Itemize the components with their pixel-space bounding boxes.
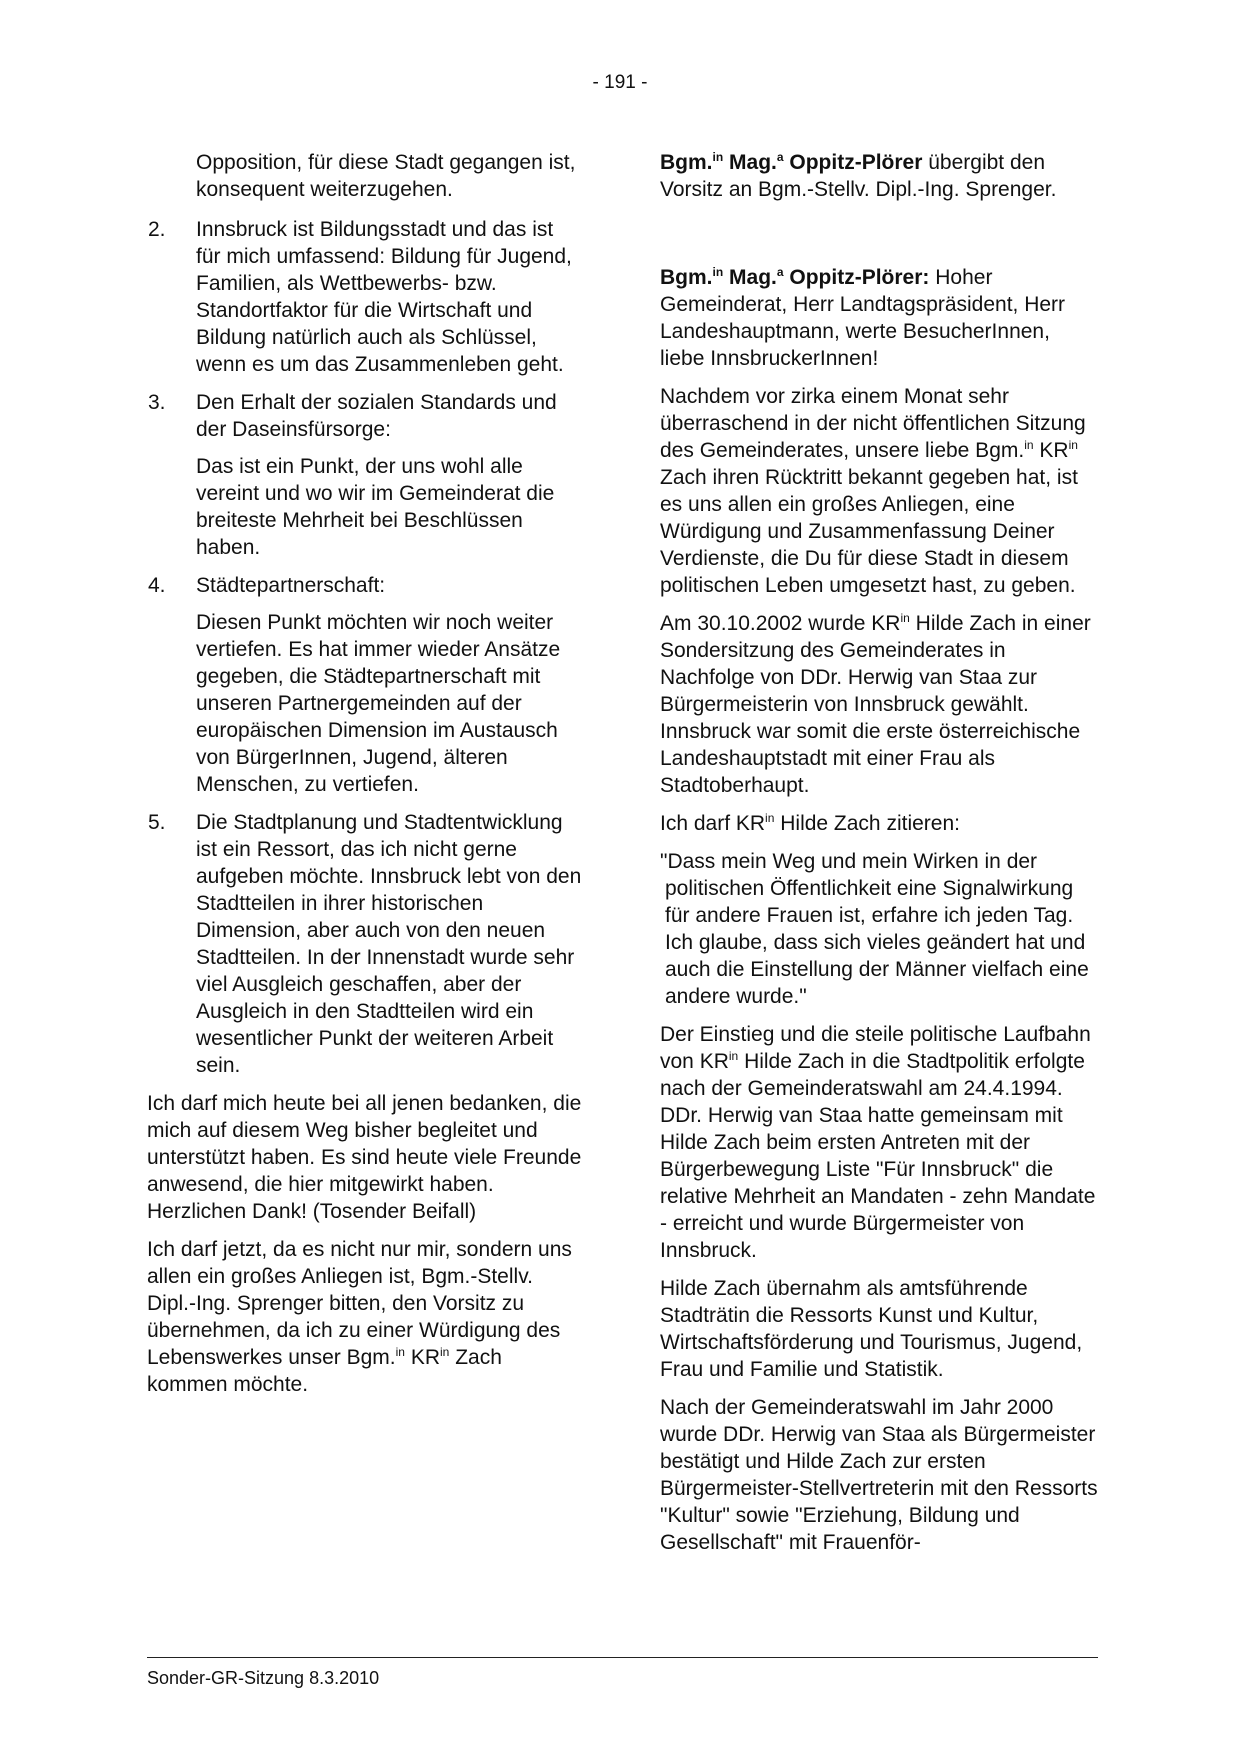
text-fragment: Zach ihren Rücktritt bekannt gegeben hat, ist es uns allen ein großes Anliegen, eine Würdigung und Zusammenfassung Deiner Verdienste, die Du für diese Stadt in diesem politischen Leben umgesetzt hast, zu geben. — [660, 466, 1078, 597]
footer-text: Sonder-GR-Sitzung 8.3.2010 — [147, 1668, 380, 1688]
ressorts-paragraph: Hilde Zach übernahm als amtsführende Stadträtin die Ressorts Kunst und Kultur, Wirtschaftsförderung und Tourismus, Jugend, Frau und Familie und Statistik. — [660, 1277, 1083, 1381]
superscript-in: in — [765, 811, 775, 825]
superscript-a: a — [776, 150, 784, 164]
text-fragment: KR — [1039, 439, 1069, 462]
superscript-in: in — [395, 1345, 405, 1359]
footer-divider — [147, 1657, 1098, 1658]
list-item — [147, 572, 582, 798]
list-number: 2. — [148, 218, 166, 241]
left-column — [147, 149, 582, 1409]
list-number: 3. — [148, 391, 166, 414]
text-fragment: Am 30.10.2002 wurde KR — [660, 612, 901, 635]
list-item — [147, 809, 582, 1079]
superscript-in: in — [728, 1049, 739, 1063]
superscript-in: in — [900, 611, 910, 625]
speaker-title: Mag. — [729, 151, 777, 174]
superscript-in: in — [712, 265, 724, 279]
text-fragment: übergibt den Vorsitz an Bgm.-Stellv. Dipl.-Ing. Sprenger. — [660, 151, 1057, 201]
text-fragment: Nachdem vor zirka einem Monat sehr überraschend in der nicht öffentlichen Sitzung des Gemeinderates, unsere liebe Bgm. — [660, 385, 1086, 462]
career-paragraph — [660, 1021, 1100, 1264]
page-number: - 191 - — [592, 72, 648, 93]
list-text: Den Erhalt der sozialen Standards und der Daseinsfürsorge: — [196, 391, 557, 441]
text-fragment: Ich darf KR — [660, 812, 766, 835]
text-fragment: Zach kommen möchte. — [147, 1346, 502, 1396]
list-item — [147, 389, 582, 561]
speaker-name: Oppitz-Plörer: — [789, 266, 930, 289]
text-fragment: Der Einstieg und die steile politische Laufbahn von KR — [660, 1023, 1091, 1073]
handover-request-paragraph — [147, 1236, 582, 1398]
speaker-name: Oppitz-Plörer — [789, 151, 923, 174]
text-fragment: Hilde Zach in einer Sondersitzung des Gemeinderates in Nachfolge von DDr. Herwig van Staa zur Bürgermeisterin von Innsbruck gewählt. Innsbruck war somit die erste österreichische Landeshauptstadt mit einer Frau als Stadtoberhaupt. — [660, 612, 1091, 797]
speaker-title: Bgm. — [660, 266, 713, 289]
text-fragment: Ich darf jetzt, da es nicht nur mir, sondern uns allen ein großes Anliegen ist, Bgm.-Stellv. Dipl.-Ing. Sprenger bitten, den Vorsitz zu übernehmen, da ich zu einer Würdigung des Lebenswerkes unser Bgm. — [147, 1238, 572, 1369]
election-2000-paragraph: Nach der Gemeinderatswahl im Jahr 2000 wurde DDr. Herwig van Staa als Bürgermeister bestätigt und Hilde Zach zur ersten Bürgermeister-Stellvertreterin mit den Ressorts "Kultur" sowie "Erziehung, Bildung und Gesellschaft" mit Frauenför- — [660, 1396, 1098, 1554]
quote-paragraph: "Dass mein Weg und mein Wirken in der politischen Öffentlichkeit eine Signalwirkung für andere Frauen ist, erfahre ich jeden Tag. Ich glaube, dass sich vieles geändert hat und auch die Einstellung der Männer vielfach eine andere wurde." — [660, 850, 1089, 1008]
greeting-paragraph — [660, 264, 1100, 372]
intro-paragraph: Opposition, für diese Stadt gegangen ist, konsequent weiterzugehen. — [196, 151, 576, 201]
speaker-title: Bgm. — [660, 151, 713, 174]
text-fragment: Hilde Zach zitieren: — [780, 812, 960, 835]
speaker-title: Mag. — [729, 266, 777, 289]
superscript-a: a — [776, 265, 784, 279]
text-fragment: Hilde Zach in die Stadtpolitik erfolgte nach der Gemeinderatswahl am 24.4.1994. DDr. Herwig van Staa hatte gemeinsam mit Hilde Zach beim ersten Antreten mit der Bürgerbewegung Liste "Für Innsbruck" die relative Mehrheit an Mandaten - zehn Mandate - erreicht und wurde Bürgermeister von Innsbruck. — [660, 1050, 1096, 1262]
spacer — [660, 214, 1100, 264]
text-fragment: KR — [410, 1346, 441, 1369]
right-column — [660, 149, 1100, 1567]
list-text: Innsbruck ist Bildungsstadt und das ist für mich umfassend: Bildung für Jugend, Familien, als Wettbewerbs- bzw. Standortfaktor für die Wirtschaft und Bildung natürlich auch als Schlüssel, wenn es um das Zusammenleben geht. — [196, 218, 572, 376]
handover-paragraph — [660, 149, 1100, 203]
superscript-in: in — [1024, 438, 1034, 452]
list-number: 4. — [148, 574, 166, 597]
superscript-in: in — [712, 150, 724, 164]
list-subtext: Das ist ein Punkt, der uns wohl alle vereint und wo wir im Gemeinderat die breiteste Mehrheit bei Beschlüssen haben. — [196, 455, 555, 559]
list-subtext: Diesen Punkt möchten wir noch weiter vertiefen. Es hat immer wieder Ansätze gegeben, die Städtepartnerschaft mit unseren Partnergemeinden auf der europäischen Dimension im Austausch von BürgerInnen, Jugend, älteren Menschen, zu vertiefen. — [196, 611, 561, 796]
list-item — [147, 216, 582, 378]
resignation-paragraph — [660, 383, 1100, 599]
text-fragment: Hoher Gemeinderat, Herr Landtagspräsident, Herr Landeshauptmann, werte BesucherInnen, liebe InnsbruckerInnen! — [660, 266, 1066, 370]
superscript-in: in — [1068, 438, 1078, 452]
quote-intro-paragraph — [660, 810, 1100, 837]
list-text: Städtepartnerschaft: — [196, 574, 386, 597]
list-text: Die Stadtplanung und Stadtentwicklung ist ein Ressort, das ich nicht gerne aufgeben möchte. Innsbruck lebt von den Stadtteilen in ihrer historischen Dimension, aber auch von den neuen Stadtteilen. In der Innenstadt wurde sehr viel Ausgleich geschaffen, aber der Ausgleich in den Stadtteilen wird ein wesentlicher Punkt der weiteren Arbeit sein. — [196, 811, 582, 1077]
superscript-in: in — [440, 1345, 450, 1359]
thanks-paragraph: Ich darf mich heute bei all jenen bedanken, die mich auf diesem Weg bisher begleitet und unterstützt haben. Es sind heute viele Freunde anwesend, die hier mitgewirkt haben. Herzlichen Dank! (Tosender Beifall) — [147, 1092, 582, 1223]
list-number: 5. — [148, 811, 166, 834]
election-paragraph — [660, 610, 1100, 799]
